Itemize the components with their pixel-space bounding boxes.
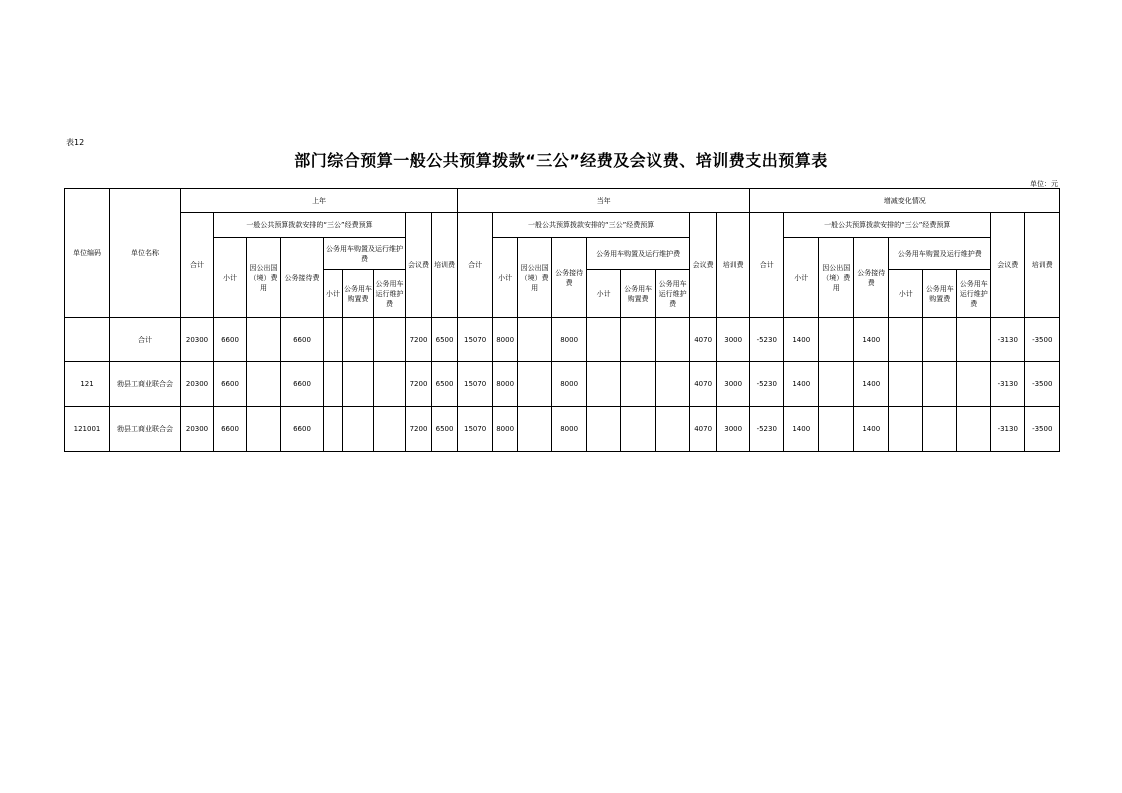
header-subtotal: 小计 [214, 238, 247, 318]
cell-value [957, 407, 991, 452]
budget-table [64, 188, 1060, 452]
header-training: 培训费 [1025, 213, 1060, 318]
cell-unit-code [65, 318, 110, 362]
cell-value: 15070 [458, 362, 493, 407]
header-vehicle-subtotal: 小计 [324, 270, 343, 318]
cell-value [343, 318, 374, 362]
header-reception: 公务接待费 [854, 238, 889, 318]
unit-label: 单位：元 [1030, 180, 1058, 188]
header-vehicle: 公务用车购置及运行维护费 [587, 238, 690, 270]
header-training: 培训费 [432, 213, 458, 318]
cell-value: -3500 [1025, 407, 1060, 452]
cell-value [656, 407, 690, 452]
table-row-total [65, 318, 1060, 362]
cell-value: 6600 [214, 362, 247, 407]
cell-value [374, 318, 406, 362]
cell-value: 8000 [552, 362, 587, 407]
cell-value [621, 318, 656, 362]
header-vehicle: 公务用车购置及运行维护费 [324, 238, 406, 270]
header-change: 增减变化情况 [750, 189, 1060, 213]
page-title: 部门综合预算一般公共预算拨款“三公”经费及会议费、培训费支出预算表 [294, 151, 828, 170]
header-total: 合计 [181, 213, 214, 318]
cell-value: 6600 [281, 318, 324, 362]
cell-value: 15070 [458, 407, 493, 452]
cell-unit-name: 勃县工商业联合会 [110, 407, 181, 452]
cell-value: 15070 [458, 318, 493, 362]
cell-value: 4070 [690, 318, 717, 362]
header-vehicle-purchase: 公务用车购置费 [621, 270, 656, 318]
cell-value [656, 362, 690, 407]
cell-value: 6600 [281, 407, 324, 452]
cell-value [587, 407, 621, 452]
cell-value [819, 407, 854, 452]
cell-value: 8000 [493, 362, 518, 407]
header-vehicle-operation: 公务用车运行维护费 [374, 270, 406, 318]
cell-value [324, 362, 343, 407]
cell-value [923, 407, 957, 452]
cell-value [518, 407, 552, 452]
header-reception: 公务接待费 [552, 238, 587, 318]
header-three-public: 一般公共预算拨款安排的“三公”经费预算 [214, 213, 406, 238]
header-vehicle-subtotal: 小计 [587, 270, 621, 318]
cell-value [957, 318, 991, 362]
cell-value: 20300 [181, 407, 214, 452]
cell-unit-code: 121 [65, 362, 110, 407]
cell-value [819, 362, 854, 407]
cell-value [656, 318, 690, 362]
cell-value [889, 318, 923, 362]
cell-value [324, 318, 343, 362]
cell-value: 1400 [784, 362, 819, 407]
cell-value: 6500 [432, 407, 458, 452]
cell-value: 20300 [181, 318, 214, 362]
cell-value: -3500 [1025, 362, 1060, 407]
table-row [65, 407, 1060, 452]
cell-value [374, 407, 406, 452]
header-vehicle: 公务用车购置及运行维护费 [889, 238, 991, 270]
cell-value: -3130 [991, 318, 1025, 362]
cell-value [957, 362, 991, 407]
cell-unit-name: 勃县工商业联合会 [110, 362, 181, 407]
cell-value: 8000 [493, 407, 518, 452]
cell-value [518, 362, 552, 407]
cell-value [621, 362, 656, 407]
cell-value [247, 362, 281, 407]
header-abroad: 因公出国（境）费用 [247, 238, 281, 318]
header-subtotal: 小计 [784, 238, 819, 318]
cell-value: 1400 [854, 362, 889, 407]
cell-unit-name: 合计 [110, 318, 181, 362]
cell-value: 6600 [214, 318, 247, 362]
cell-value [343, 407, 374, 452]
header-unit-code: 单位编码 [65, 189, 110, 318]
cell-value [324, 407, 343, 452]
cell-value [587, 318, 621, 362]
cell-value: -3130 [991, 407, 1025, 452]
header-total: 合计 [750, 213, 784, 318]
cell-value [889, 362, 923, 407]
header-row-3 [65, 238, 1060, 270]
cell-value: -5230 [750, 362, 784, 407]
cell-unit-code: 121001 [65, 407, 110, 452]
cell-value: 6500 [432, 362, 458, 407]
header-row-2 [65, 213, 1060, 238]
cell-value [923, 318, 957, 362]
cell-value: 20300 [181, 362, 214, 407]
cell-value: 6500 [432, 318, 458, 362]
header-vehicle-subtotal: 小计 [889, 270, 923, 318]
table-number: 表12 [66, 138, 85, 147]
cell-value: 3000 [717, 362, 750, 407]
cell-value [343, 362, 374, 407]
header-reception: 公务接待费 [281, 238, 324, 318]
cell-value: 3000 [717, 318, 750, 362]
header-unit-name: 单位名称 [110, 189, 181, 318]
cell-value [374, 362, 406, 407]
cell-value: 3000 [717, 407, 750, 452]
cell-value: 1400 [784, 407, 819, 452]
header-vehicle-operation: 公务用车运行维护费 [656, 270, 690, 318]
cell-value: 1400 [784, 318, 819, 362]
cell-value: 7200 [406, 362, 432, 407]
cell-value: -3130 [991, 362, 1025, 407]
header-this-year: 当年 [458, 189, 750, 213]
header-vehicle-purchase: 公务用车购置费 [343, 270, 374, 318]
cell-value [819, 318, 854, 362]
header-vehicle-operation: 公务用车运行维护费 [957, 270, 991, 318]
header-meeting: 会议费 [406, 213, 432, 318]
cell-value [621, 407, 656, 452]
header-three-public: 一般公共预算拨款安排的“三公”经费预算 [493, 213, 690, 238]
cell-value: 6600 [281, 362, 324, 407]
cell-value [247, 318, 281, 362]
header-total: 合计 [458, 213, 493, 318]
cell-value [587, 362, 621, 407]
header-abroad: 因公出国（境）费用 [819, 238, 854, 318]
header-abroad: 因公出国（境）费用 [518, 238, 552, 318]
cell-value: 4070 [690, 407, 717, 452]
header-last-year: 上年 [181, 189, 458, 213]
header-three-public: 一般公共预算拨款安排的“三公”经费预算 [784, 213, 991, 238]
cell-value [923, 362, 957, 407]
header-meeting: 会议费 [991, 213, 1025, 318]
cell-value: 6600 [214, 407, 247, 452]
cell-value: 7200 [406, 318, 432, 362]
cell-value: 1400 [854, 318, 889, 362]
cell-value: -5230 [750, 407, 784, 452]
header-subtotal: 小计 [493, 238, 518, 318]
header-meeting: 会议费 [690, 213, 717, 318]
cell-value: 4070 [690, 362, 717, 407]
header-vehicle-purchase: 公务用车购置费 [923, 270, 957, 318]
header-training: 培训费 [717, 213, 750, 318]
cell-value [518, 318, 552, 362]
cell-value: -3500 [1025, 318, 1060, 362]
cell-value: -5230 [750, 318, 784, 362]
header-row-1 [65, 189, 1060, 213]
cell-value [889, 407, 923, 452]
cell-value: 7200 [406, 407, 432, 452]
cell-value: 8000 [493, 318, 518, 362]
table-row [65, 362, 1060, 407]
cell-value: 1400 [854, 407, 889, 452]
cell-value: 8000 [552, 407, 587, 452]
cell-value: 8000 [552, 318, 587, 362]
cell-value [247, 407, 281, 452]
